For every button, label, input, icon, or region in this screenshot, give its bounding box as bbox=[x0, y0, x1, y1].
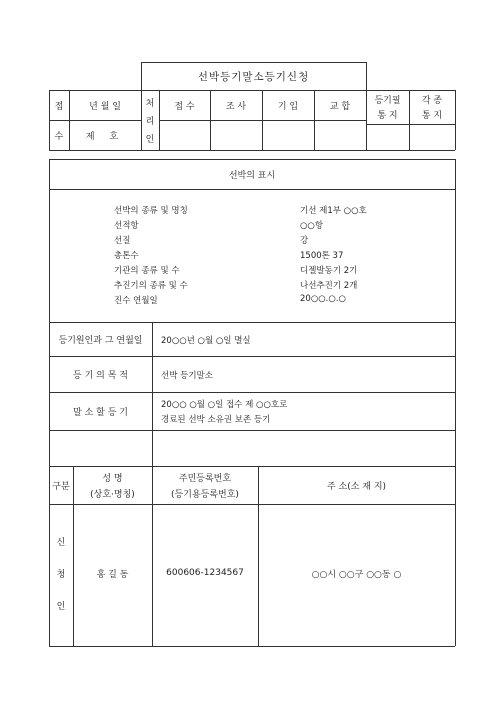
notice2-line-1: 각 종 bbox=[421, 96, 443, 106]
app-id-value: 600606-1234567 bbox=[166, 568, 244, 578]
ship-label-4: 총톤수 bbox=[114, 251, 139, 261]
ship-label-3: 선질 bbox=[114, 236, 131, 246]
field-cancel-label: 말 소 할 등 기 bbox=[73, 407, 128, 418]
app-role-char-1: 신 bbox=[56, 537, 66, 548]
ship-label-5: 기관의 종류 및 수 bbox=[114, 266, 180, 276]
col-josa: 조 사 bbox=[225, 101, 247, 112]
ship-value-6: 나선추진기 2개 bbox=[300, 281, 358, 291]
cheori-char-3: 인 bbox=[145, 134, 155, 145]
ship-value-3: 강 bbox=[300, 236, 309, 246]
col-jeopsu: 접 수 bbox=[174, 101, 195, 112]
field-col-divider bbox=[152, 322, 153, 466]
app-gubun-header: 구분 bbox=[52, 481, 70, 492]
ship-label-1: 선박의 종류 및 명칭 bbox=[114, 206, 188, 216]
field-div-3 bbox=[49, 430, 455, 431]
field-cancel-value-1: 20○○ ○월 ○일 접수 제 ○○호로 bbox=[161, 400, 288, 410]
ship-heading-divider bbox=[49, 189, 455, 190]
ship-value-1: 기선 제1부 ○○호 bbox=[300, 206, 367, 216]
reception-jeop: 접 bbox=[54, 101, 64, 112]
main-bottom bbox=[49, 646, 455, 647]
title-box-right bbox=[366, 62, 367, 90]
reception-su: 수 bbox=[54, 131, 64, 142]
page-title: 선박등기말소등기신청 bbox=[197, 70, 310, 83]
field-cancel-value-2: 경료된 선박 소유권 보존 등기 bbox=[161, 415, 271, 425]
field-purpose-label: 등 기 의 목 적 bbox=[73, 370, 128, 381]
ship-value-4: 1500톤 37 bbox=[300, 251, 344, 261]
reception-date-label: 년 월 일 bbox=[89, 101, 121, 112]
field-cause-value: 20○○년 ○월 ○일 멸실 bbox=[161, 336, 251, 346]
reception-bottom bbox=[49, 150, 455, 151]
main-right bbox=[455, 159, 456, 646]
ship-value-7: 20○○.○.○ bbox=[300, 294, 346, 304]
app-id-header: 주민등록번호 bbox=[178, 473, 232, 484]
app-role-char-2: 청 bbox=[56, 569, 66, 580]
app-role-char-3: 인 bbox=[56, 601, 66, 612]
app-id-sub-header: (등기용등록번호) bbox=[171, 489, 239, 500]
field-purpose-value: 선박 등기말소 bbox=[161, 371, 213, 381]
field-cause-label: 등기원인과 그 연월일 bbox=[58, 335, 143, 346]
app-address-value: ○○시 ○○구 ○○동 ○ bbox=[311, 569, 402, 580]
reception-right bbox=[455, 90, 456, 150]
notice-line-2: 통 지 bbox=[377, 111, 398, 121]
col-gyohap: 교 합 bbox=[329, 101, 351, 112]
app-header-bottom bbox=[49, 504, 455, 505]
notice2-line-2: 통 지 bbox=[421, 111, 443, 121]
app-name-sub-header: (상호·명칭) bbox=[90, 489, 135, 500]
ship-display-heading: 선박의 표시 bbox=[228, 170, 276, 181]
ship-label-6: 추진기의 종류 및 수 bbox=[114, 281, 188, 291]
cheori-char-1: 처 bbox=[145, 98, 155, 109]
cheori-char-2: 리 bbox=[145, 116, 155, 127]
app-name-header: 성 명 bbox=[102, 473, 123, 484]
app-name-value: 홍 길 동 bbox=[96, 569, 129, 580]
ship-value-2: ○○항 bbox=[300, 221, 324, 231]
notice-line-1: 등기필 bbox=[374, 96, 401, 106]
col-giip: 기 입 bbox=[277, 101, 299, 112]
reception-number-label: 제 호 bbox=[85, 131, 125, 142]
app-address-header: 주 소(소 재 지) bbox=[326, 481, 387, 492]
ship-label-2: 선적항 bbox=[114, 221, 139, 231]
ship-value-5: 디젤발동기 2기 bbox=[300, 266, 358, 276]
rc-h2 bbox=[159, 120, 366, 121]
ship-label-7: 진수 연월일 bbox=[114, 296, 158, 306]
rc-h3 bbox=[366, 124, 455, 125]
